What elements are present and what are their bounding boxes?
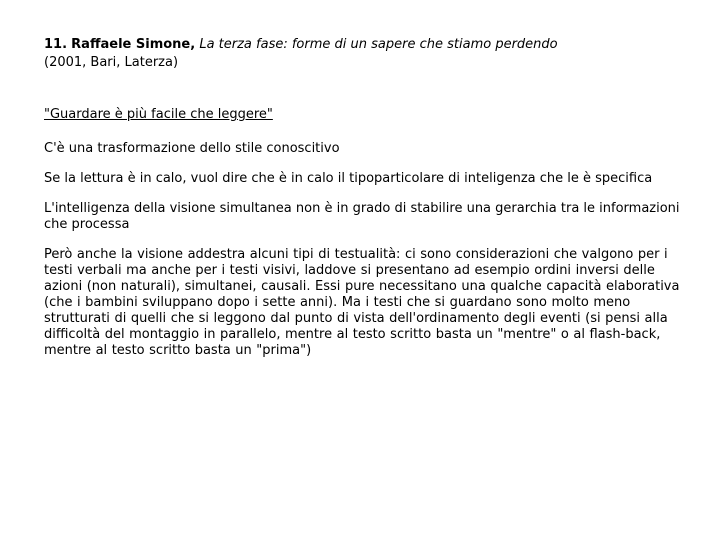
publication-info: (2001, Bari, Laterza) [44, 55, 179, 70]
paragraph: Però anche la visione addestra alcuni tipi di testualità: ci sono considerazioni che valgono per i testi verbali ma anche per i testi visivi, laddove si presentano ad esempio ordini inversi delle azioni (non naturali), simultanei, causali. Essi pure necessitano una qualche capacità elaborativa (che i bambini sviluppano dopo i sette anni). Ma i testi che si guardano sono molto meno strutturati di quelli che si leggono dal punto di vista dell'ordinamento degli eventi (si pensi alla difficoltà del montaggio in parallelo, mentre al testo scritto basta un "mentre" o al flash-back, mentre al testo scritto basta un "prima") [44, 247, 680, 358]
paragraph: C'è una trasformazione dello stile conoscitivo [44, 141, 340, 156]
paragraph: L'intelligenza della visione simultanea non è in grado di stabilire una gerarchia tra le informazioni che processa [44, 201, 680, 232]
quote-heading: "Guardare è più facile che leggere" [44, 107, 273, 122]
title-number: 11. [44, 37, 68, 52]
slide-content [44, 37, 684, 359]
slide-title [44, 37, 684, 53]
paragraph: Se la lettura è in calo, vuol dire che è in calo il tipoparticolare di inteligenza che le è specifica [44, 171, 653, 186]
title-work: La terza fase: forme di un sapere che stiamo perdendo [199, 37, 558, 52]
title-author: Raffaele Simone, [71, 37, 196, 52]
